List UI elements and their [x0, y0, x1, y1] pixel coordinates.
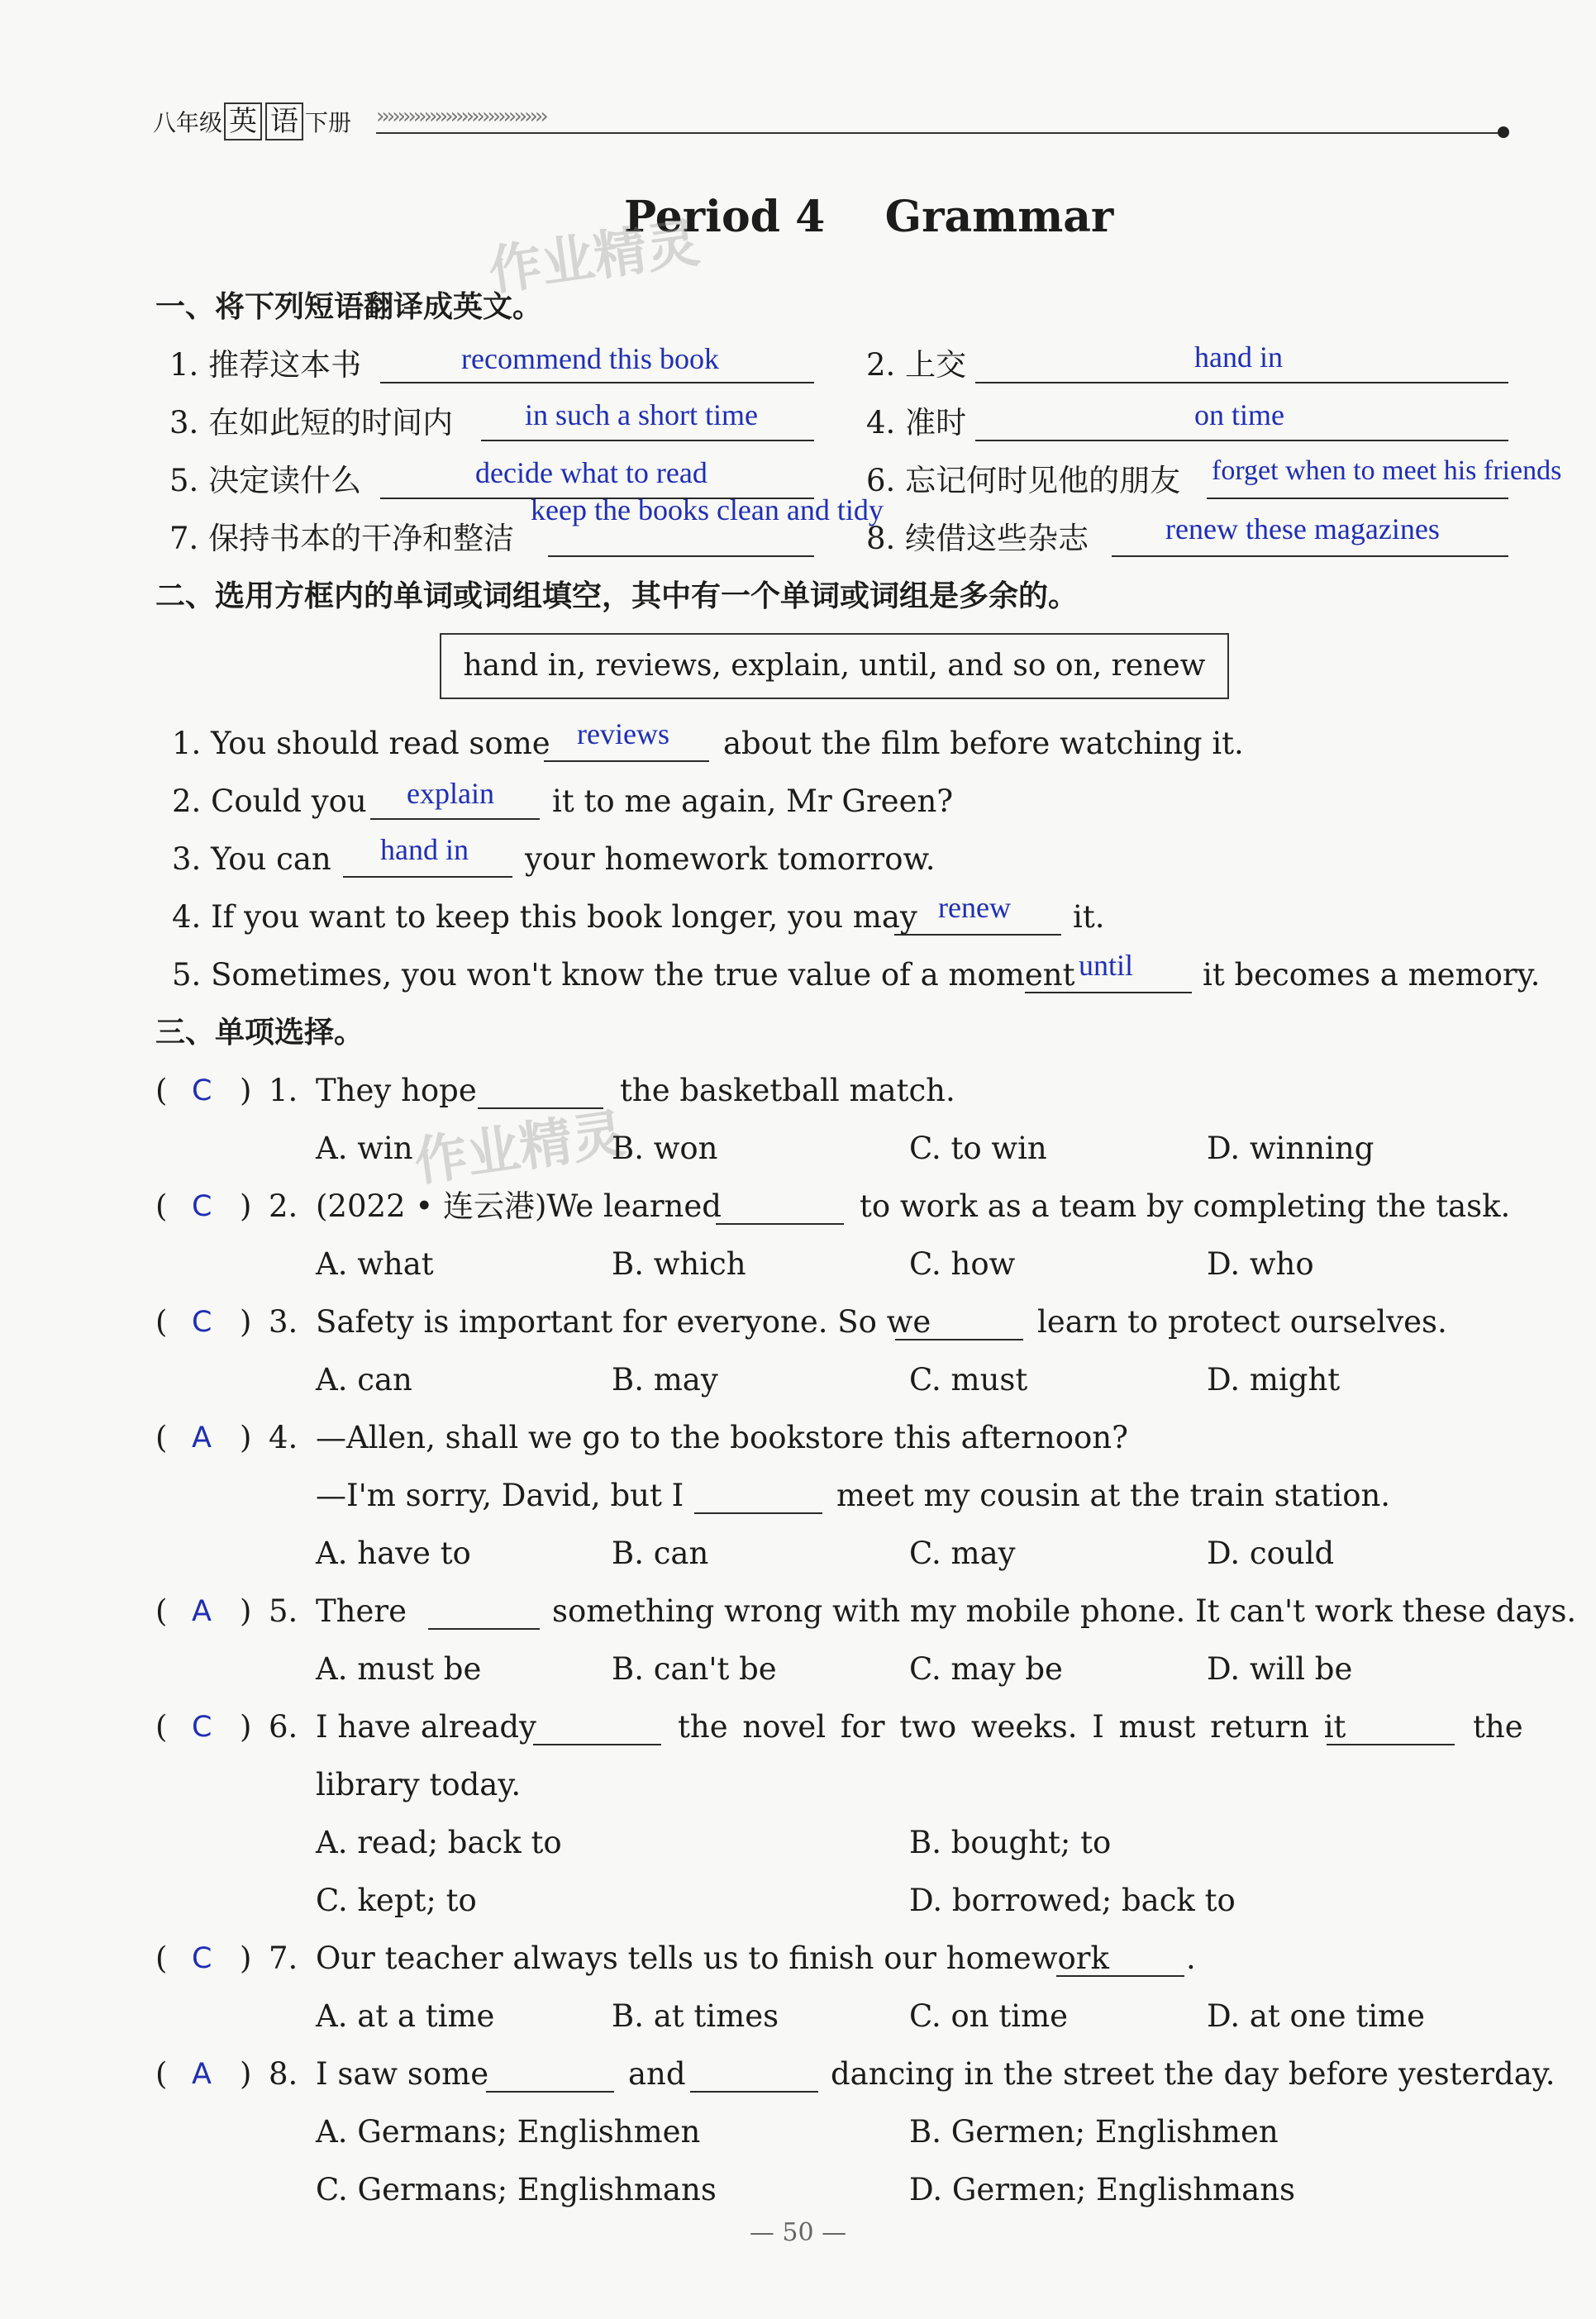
answer-paren-close: ): [240, 1073, 252, 1108]
q7-option-c[interactable]: C. on time: [909, 1998, 1069, 2034]
q8-blank-1[interactable]: [486, 2091, 614, 2093]
answer-paren-close: ): [240, 1940, 252, 1976]
s1-blank-6[interactable]: [1207, 498, 1508, 499]
q2-stem-a: (2022 • 连云港)We learned: [316, 1188, 722, 1224]
q5-num: 5.: [269, 1593, 298, 1629]
q2-num: 2.: [269, 1188, 298, 1224]
s1-blank-4[interactable]: [975, 440, 1508, 441]
s1-blank-1[interactable]: [380, 382, 814, 383]
header-chevrons: ››››››››››››››››››››››››››››››››: [376, 104, 545, 129]
q3-stem-b: learn to protect ourselves.: [1037, 1304, 1447, 1340]
word-box: [440, 633, 1229, 699]
q4-num: 4.: [269, 1420, 298, 1455]
q6-option-d[interactable]: D. borrowed; back to: [909, 1883, 1236, 1918]
s1-prompt-7: 7. 保持书本的干净和整洁: [169, 521, 515, 556]
q1-option-a[interactable]: A. win: [316, 1131, 413, 1166]
header-rule: [376, 132, 1500, 134]
q7-stem-b: .: [1186, 1940, 1196, 1976]
s2-after-2: it to me again, Mr Green?: [552, 783, 954, 819]
q8-option-c[interactable]: C. Germans; Englishmans: [316, 2172, 717, 2207]
q6-num: 6.: [269, 1709, 298, 1745]
s1-prompt-2: 2. 上交: [866, 347, 967, 383]
answer-paren-close: ): [240, 1188, 252, 1224]
q2-stem-b: to work as a team by completing the task.: [860, 1188, 1511, 1224]
q4-option-b[interactable]: B. can: [612, 1536, 709, 1571]
answer-choice-3: C: [192, 1306, 212, 1339]
header-subject-2: 语: [265, 102, 303, 140]
s1-answer-5: decide what to read: [475, 456, 707, 489]
s1-prompt-8: 8. 续借这些杂志: [866, 521, 1089, 556]
s2-before-1: 1. You should read some: [172, 726, 550, 761]
s1-prompt-6: 6. 忘记何时见他的朋友: [866, 463, 1181, 498]
q6-stem-c: the: [1473, 1709, 1523, 1745]
q3-num: 3.: [269, 1304, 298, 1340]
q8-option-a[interactable]: A. Germans; Englishmen: [316, 2114, 701, 2150]
q6-stem-a: I have already: [316, 1709, 536, 1745]
q3-option-b[interactable]: B. may: [612, 1362, 718, 1398]
s2-after-4: it.: [1073, 899, 1105, 935]
page-title: Period 4 Grammar: [624, 192, 1114, 242]
q4-option-d[interactable]: D. could: [1207, 1536, 1335, 1571]
q1-option-b[interactable]: B. won: [612, 1131, 718, 1166]
answer-paren-close: ): [240, 1420, 252, 1455]
section1-heading: 一、将下列短语翻译成英文。: [155, 290, 543, 324]
q3-option-c[interactable]: C. must: [909, 1362, 1028, 1398]
s1-answer-2: hand in: [1194, 340, 1283, 374]
s1-answer-8: renew these magazines: [1165, 512, 1440, 545]
answer-paren-close: ): [240, 1304, 252, 1340]
answer-choice-5: A: [192, 1595, 212, 1628]
answer-paren-open: (: [155, 1073, 168, 1108]
q4-line2-a: —I'm sorry, David, but I: [316, 1478, 684, 1513]
q6-option-a[interactable]: A. read; back to: [316, 1825, 562, 1860]
q2-blank[interactable]: [716, 1223, 844, 1225]
s2-answer-2: explain: [407, 777, 494, 810]
q3-stem-a: Safety is important for everyone. So we: [316, 1304, 931, 1340]
q7-option-d[interactable]: D. at one time: [1207, 1998, 1426, 2034]
q2-option-d[interactable]: D. who: [1207, 1246, 1314, 1282]
q8-stem-b: and: [628, 2056, 686, 2092]
answer-paren-close: ): [240, 1593, 252, 1629]
q6-line2: library today.: [316, 1767, 522, 1802]
q1-blank[interactable]: [478, 1107, 603, 1109]
s2-blank-1[interactable]: [544, 760, 709, 762]
s2-answer-5: until: [1079, 949, 1134, 982]
q8-option-d[interactable]: D. Germen; Englishmans: [909, 2172, 1296, 2207]
s2-blank-5[interactable]: [1025, 992, 1192, 993]
q7-option-a[interactable]: A. at a time: [316, 1998, 495, 2034]
header-grade: [153, 102, 351, 141]
q1-stem-a: They hope: [316, 1073, 477, 1108]
q6-blank-1[interactable]: [533, 1744, 661, 1745]
answer-paren-close: ): [240, 2056, 252, 2092]
q5-option-c[interactable]: C. may be: [909, 1651, 1063, 1687]
answer-choice-7: C: [192, 1942, 212, 1975]
s2-after-1: about the film before watching it.: [723, 726, 1244, 761]
s1-blank-3[interactable]: [481, 440, 814, 441]
answer-paren-open: (: [155, 1709, 168, 1745]
q5-option-b[interactable]: B. can't be: [612, 1651, 777, 1687]
q2-option-c[interactable]: C. how: [909, 1246, 1016, 1282]
s1-prompt-4: 4. 准时: [866, 405, 967, 440]
q5-stem-a: There: [316, 1593, 407, 1629]
answer-choice-4: A: [192, 1421, 212, 1455]
q4-blank[interactable]: [694, 1512, 822, 1514]
s2-answer-1: reviews: [577, 717, 669, 750]
q1-option-c[interactable]: C. to win: [909, 1131, 1047, 1166]
q1-stem-b: the basketball match.: [620, 1073, 955, 1108]
watermark-mid: 作业精灵: [410, 1103, 629, 1194]
s1-prompt-1: 1. 推荐这本书: [169, 347, 362, 383]
s1-answer-3: in such a short time: [525, 398, 758, 431]
watermark-top: 作业精灵: [484, 212, 703, 303]
answer-paren-open: (: [155, 1940, 168, 1976]
answer-choice-2: C: [192, 1190, 212, 1223]
q6-option-c[interactable]: C. kept; to: [316, 1883, 477, 1918]
s2-blank-3[interactable]: [343, 876, 512, 878]
q5-blank[interactable]: [428, 1628, 540, 1630]
answer-paren-open: (: [155, 2056, 168, 2092]
s1-prompt-5: 5. 决定读什么: [169, 463, 362, 498]
page-number: — 50 —: [749, 2218, 847, 2247]
q4-option-a[interactable]: A. have to: [316, 1536, 471, 1571]
q6-stem-b: the novel for two weeks. I must return it: [678, 1709, 1346, 1745]
q8-blank-2[interactable]: [690, 2091, 818, 2093]
s2-before-5: 5. Sometimes, you won't know the true value of a moment: [172, 957, 1075, 993]
answer-paren-close: ): [240, 1709, 252, 1745]
header-volume: 下册: [305, 109, 352, 136]
q6-blank-2[interactable]: [1327, 1744, 1455, 1745]
s2-after-3: your homework tomorrow.: [525, 841, 936, 877]
q5-option-a[interactable]: A. must be: [316, 1651, 482, 1687]
q6-option-b[interactable]: B. bought; to: [909, 1825, 1112, 1860]
q3-option-d[interactable]: D. might: [1207, 1362, 1341, 1398]
answer-choice-1: C: [192, 1074, 212, 1107]
q8-option-b[interactable]: B. Germen; Englishmen: [909, 2114, 1279, 2150]
answer-paren-open: (: [155, 1420, 168, 1455]
q8-stem-c: dancing in the street the day before yesterday.: [831, 2056, 1556, 2092]
answer-choice-6: C: [192, 1711, 212, 1744]
s1-blank-7[interactable]: [548, 555, 814, 557]
q7-num: 7.: [269, 1940, 298, 1976]
q7-stem-a: Our teacher always tells us to finish our homework: [316, 1940, 1109, 1976]
s2-blank-4[interactable]: [894, 934, 1061, 936]
s1-answer-7: keep the books clean and tidy: [531, 493, 884, 526]
header-subject-1: 英: [224, 102, 262, 140]
s1-answer-4: on time: [1194, 398, 1284, 431]
section2-heading: 二、选用方框内的单词或词组填空，其中有一个单词或词组是多余的。: [155, 579, 1079, 613]
s1-answer-1: recommend this book: [461, 342, 719, 375]
header-grade-text: 八年级: [153, 109, 223, 136]
q2-option-b[interactable]: B. which: [612, 1246, 746, 1282]
q5-option-d[interactable]: D. will be: [1207, 1651, 1353, 1687]
q2-option-a[interactable]: A. what: [316, 1246, 434, 1282]
q3-option-a[interactable]: A. can: [316, 1362, 412, 1398]
s2-before-3: 3. You can: [172, 841, 331, 877]
word-box-text: hand in, reviews, explain, until, and so on, renew: [463, 649, 1206, 683]
answer-paren-open: (: [155, 1188, 168, 1224]
s1-blank-2[interactable]: [975, 382, 1508, 383]
q4-line2-b: meet my cousin at the train station.: [836, 1478, 1391, 1513]
section3-heading: 三、单项选择。: [155, 1016, 364, 1050]
s1-answer-6: forget when to meet his friends: [1212, 455, 1562, 486]
s2-blank-2[interactable]: [370, 818, 540, 820]
q4-option-c[interactable]: C. may: [909, 1536, 1016, 1571]
q1-num: 1.: [269, 1073, 298, 1108]
answer-choice-8: A: [192, 2058, 212, 2091]
q3-blank[interactable]: [895, 1339, 1023, 1340]
header-rule-dot: [1498, 126, 1509, 138]
s2-after-5: it becomes a memory.: [1203, 957, 1541, 993]
s2-before-2: 2. Could you: [172, 783, 367, 819]
q4-stem-a: —Allen, shall we go to the bookstore this afternoon?: [316, 1420, 1128, 1455]
s2-answer-3: hand in: [380, 833, 469, 866]
q8-stem-a: I saw some: [316, 2056, 489, 2092]
q1-option-d[interactable]: D. winning: [1207, 1131, 1374, 1166]
s2-before-4: 4. If you want to keep this book longer, you may: [172, 899, 917, 935]
answer-paren-open: (: [155, 1593, 168, 1629]
q5-stem-b: something wrong with my mobile phone. It can't work these days.: [552, 1593, 1577, 1629]
s2-answer-4: renew: [938, 891, 1011, 924]
q8-num: 8.: [269, 2056, 298, 2092]
s1-blank-8[interactable]: [1112, 555, 1508, 557]
s1-prompt-3: 3. 在如此短的时间内: [169, 405, 454, 440]
q7-option-b[interactable]: B. at times: [612, 1998, 779, 2034]
answer-paren-open: (: [155, 1304, 168, 1340]
q7-blank[interactable]: [1056, 1975, 1184, 1977]
